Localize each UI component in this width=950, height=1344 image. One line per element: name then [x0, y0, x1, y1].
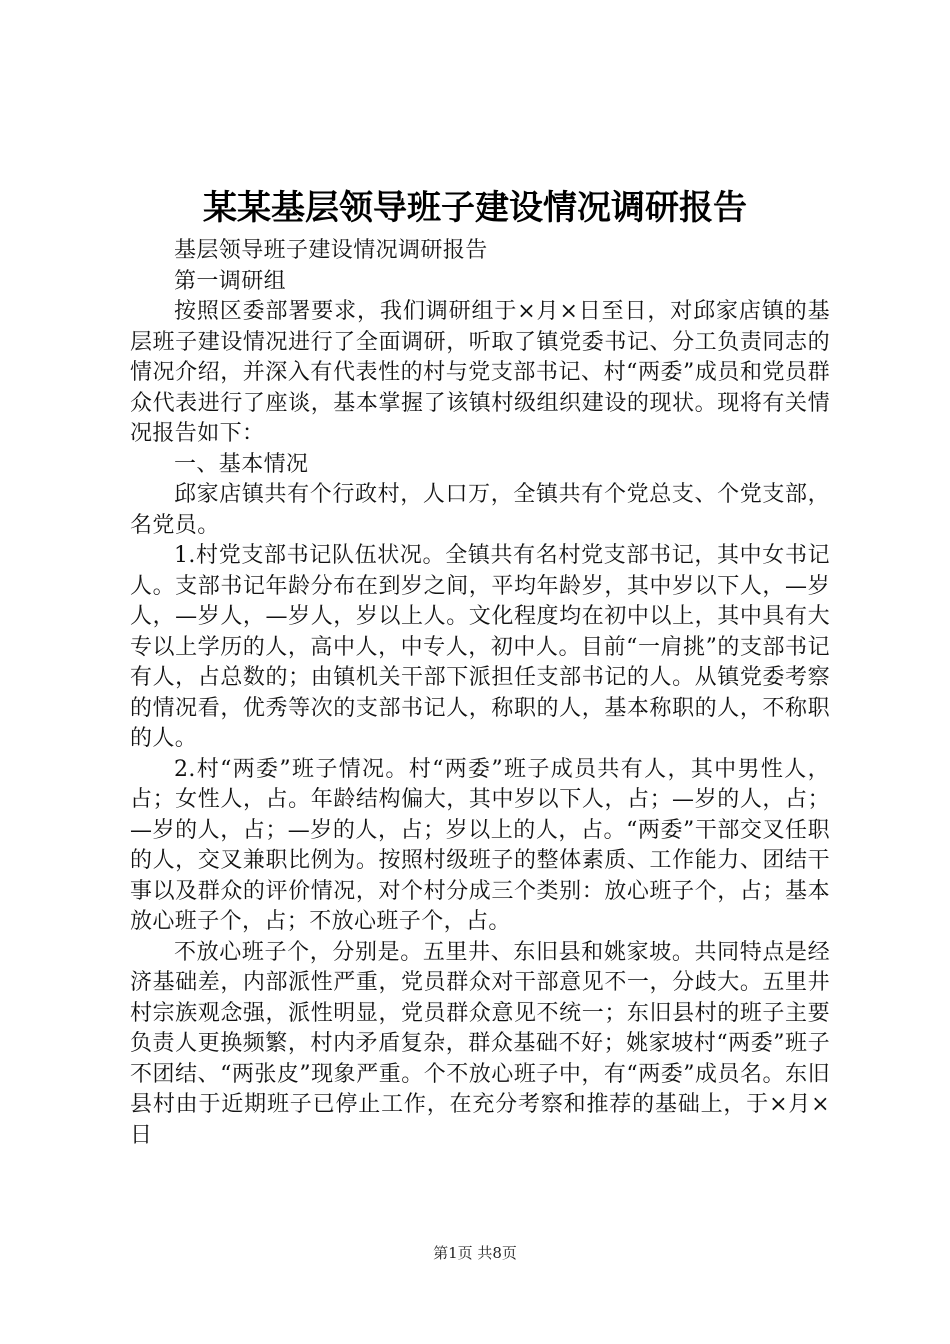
document-body [130, 236, 830, 1151]
paragraph-unreliable-teams: 不放心班子个，分别是。五里井、东旧县和姚家坡。共同特点是经济基础差，内部派性严重，党员群众对干部意见不一，分歧大。五里井村宗族观念强，派性明显，党员群众意见不统一；东旧县村的班子主要负责人更换频繁，村内矛盾复杂，群众基础不好；姚家坡村“两委”班子不团结、“两张皮”现象严重。个不放心班子中，有“两委”成员名。东旧县村由于近期班子已停止工作，在充分考察和推荐的基础上，于×月×日 [130, 939, 830, 1148]
paragraph-subtitle: 基层领导班子建设情况调研报告 [174, 238, 488, 263]
paragraph-town-overview: 邱家店镇共有个行政村，人口万，全镇共有个党总支、个党支部，名党员。 [130, 482, 830, 538]
paragraph-two-committees: 2.村“两委”班子情况。村“两委”班子成员共有人，其中男性人，占；女性人，占。年龄结构偏大，其中岁以下人，占；—岁的人，占；—岁的人，占；—岁的人，占；岁以上的人，占。“两委”干部交叉任职的人，交叉兼职比例为。按照村级班子的整体素质、工作能力、团结干事以及群众的评价情况，对个村分成三个类别：放心班子个，占；基本放心班子个，占；不放心班子个，占。 [130, 756, 830, 934]
paragraph-party-secretaries: 1.村党支部书记队伍状况。全镇共有名村党支部书记，其中女书记人。支部书记年龄分布在到岁之间，平均年龄岁，其中岁以下人，—岁人，—岁人，—岁人，岁以上人。文化程度均在初中以上，其中具有大专以上学历的人，高中人，中专人，初中人。目前“一肩挑”的支部书记有人，占总数的；由镇机关干部下派担任支部书记的人。从镇党委考察的情况看，优秀等次的支部书记人，称职的人，基本称职的人，不称职的人。 [130, 543, 830, 751]
document-title: 某某基层领导班子建设情况调研报告 [203, 188, 747, 228]
paragraph-introduction: 按照区委部署要求，我们调研组于×月×日至日，对邱家店镇的基层班子建设情况进行了全面调研，听取了镇党委书记、分工负责同志的情况介绍，并深入有代表性的村与党支部书记、村“两委”成员和党员群众代表进行了座谈，基本掌握了该镇村级组织建设的现状。现将有关情况报告如下： [130, 299, 830, 446]
section-heading-basic-situation: 一、基本情况 [174, 451, 309, 477]
page-number-footer: 第1页 共8页 [433, 1244, 517, 1262]
paragraph-group-name: 第一调研组 [174, 268, 287, 294]
